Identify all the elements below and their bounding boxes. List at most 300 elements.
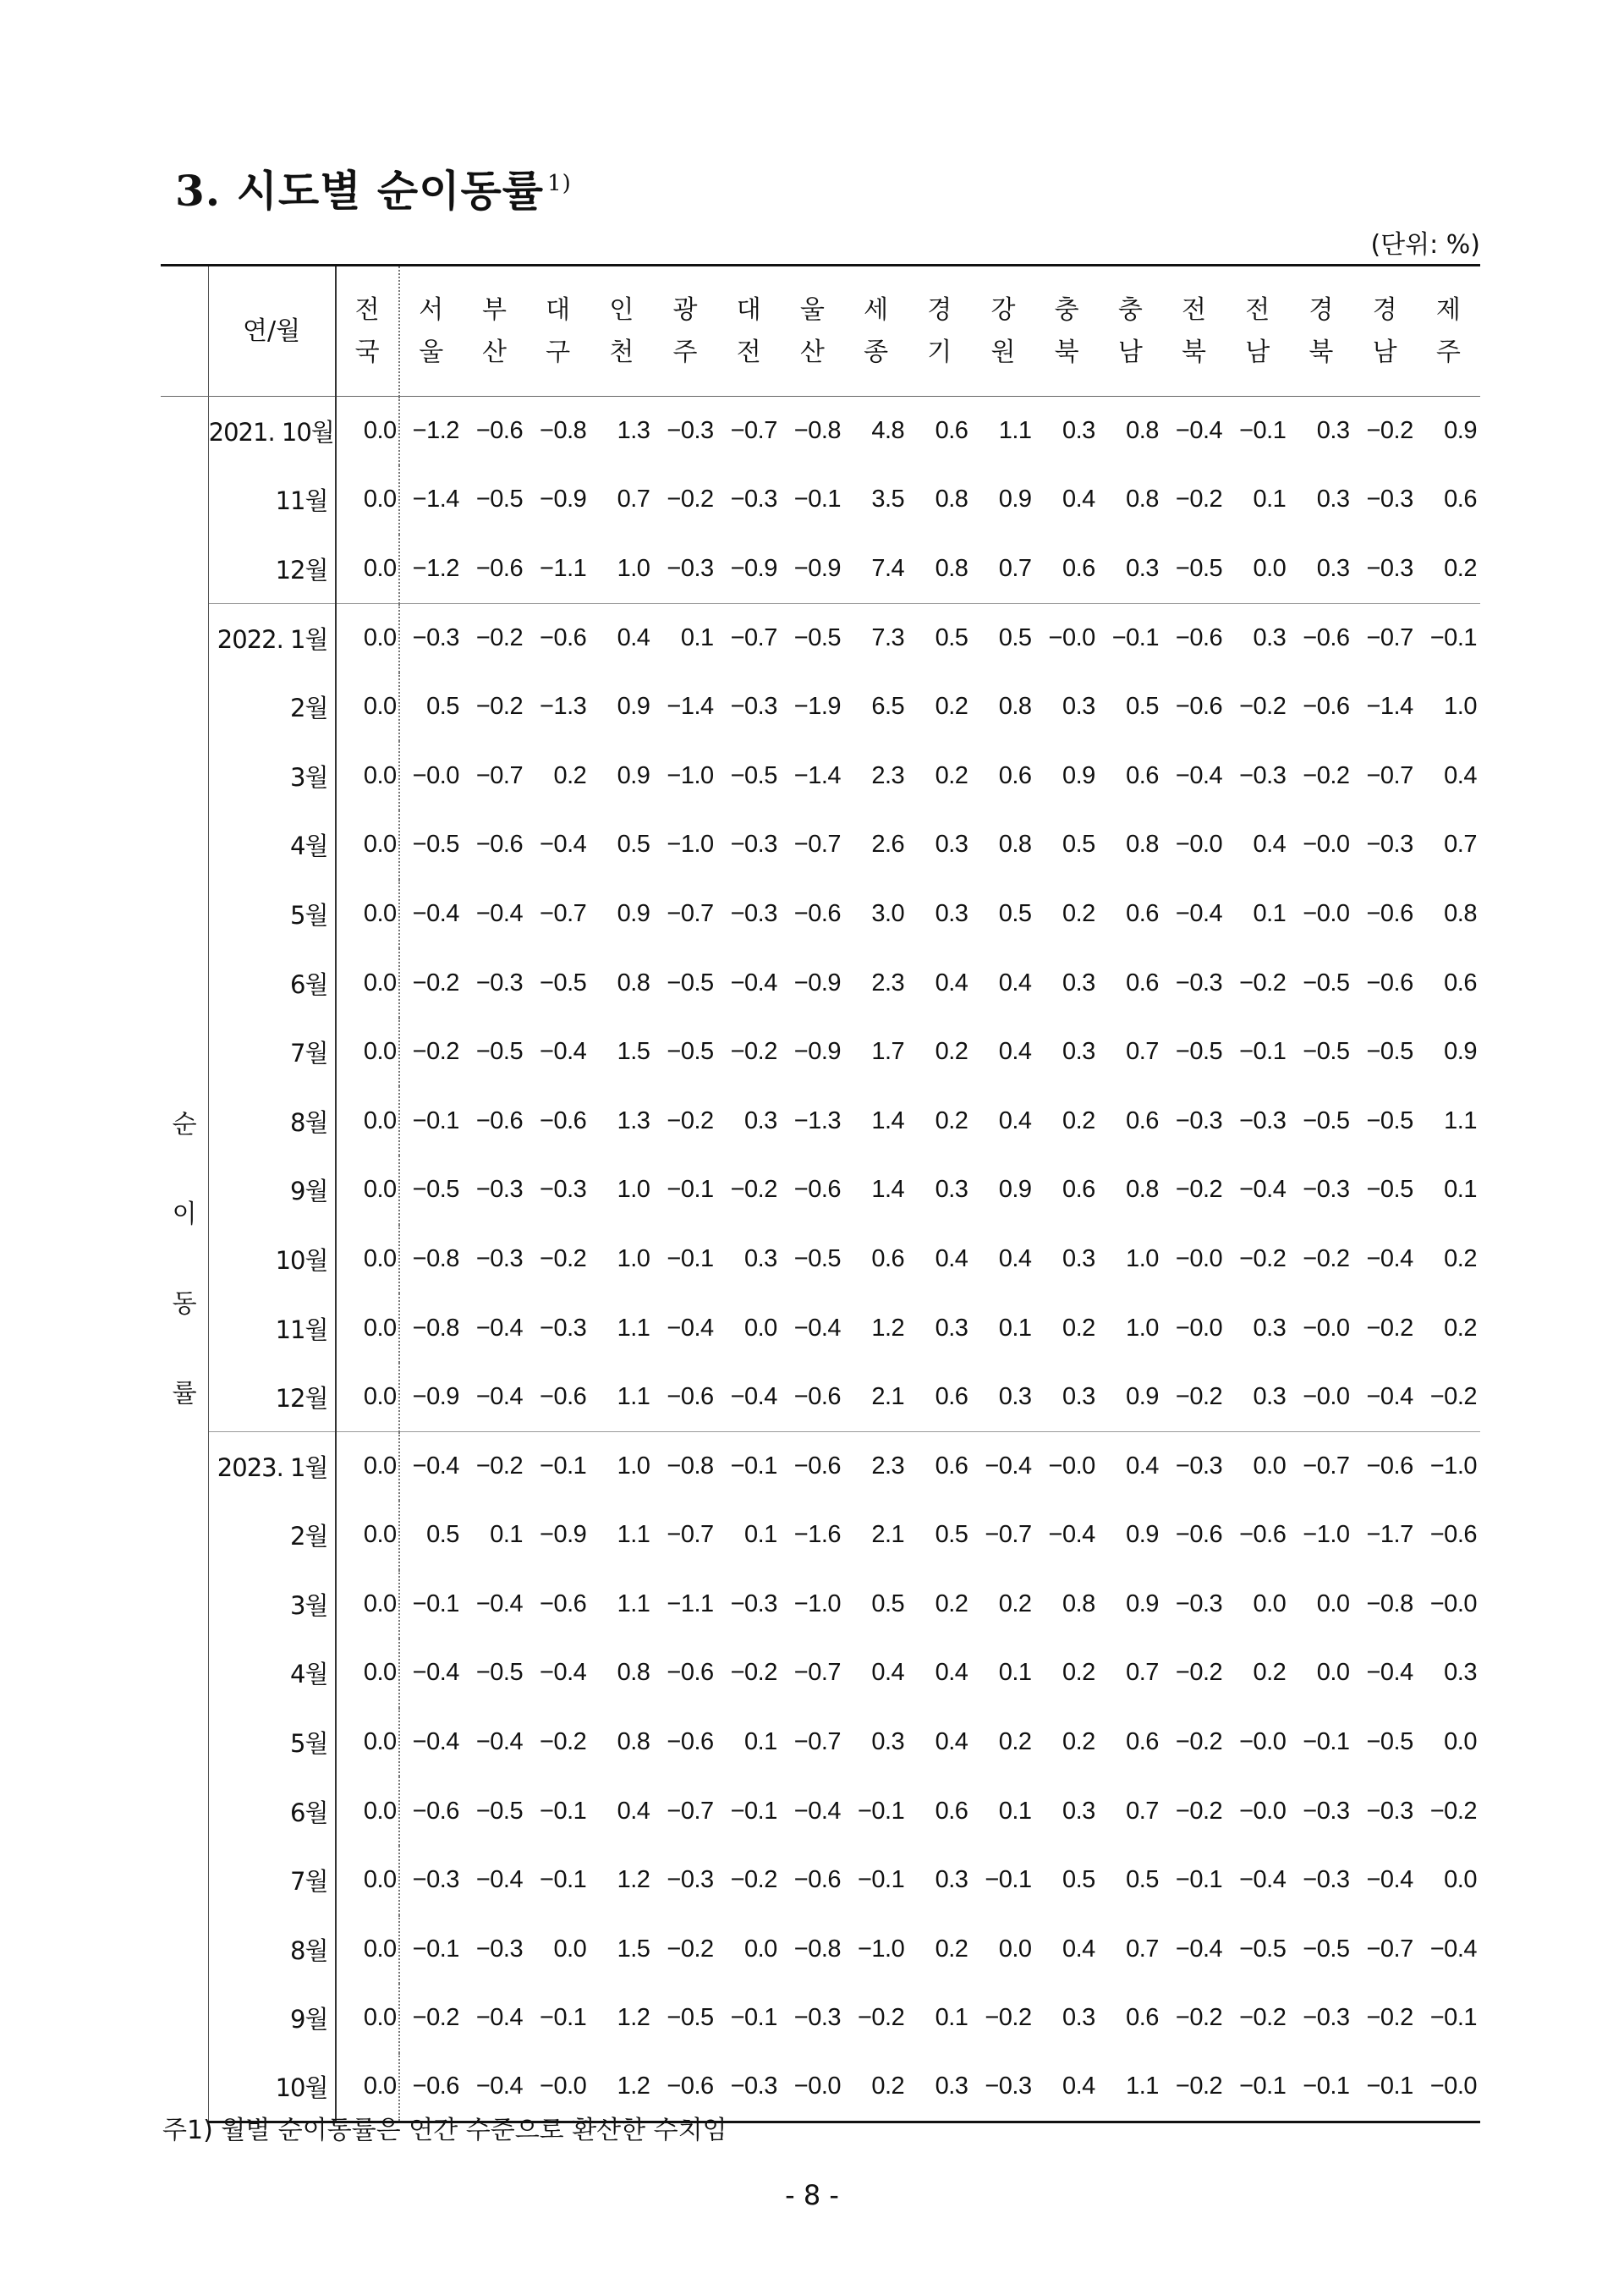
- value-cell: −0.1: [412, 1935, 459, 1963]
- header-region-5: [653, 266, 716, 397]
- value-cell: 0.0: [336, 1501, 399, 1570]
- value-cell: −0.5: [412, 1176, 459, 1204]
- value-cell: 6.5: [871, 693, 905, 721]
- value-cell: −0.4: [540, 831, 587, 859]
- value-cell: −0.2: [1429, 1382, 1477, 1410]
- value-cell: −0.2: [1175, 2004, 1223, 2032]
- value-cell: −0.7: [730, 417, 777, 445]
- value-cell: 0.9: [1444, 1038, 1477, 1066]
- value-cell: −0.4: [971, 1431, 1034, 1501]
- value-cell: −0.1: [1353, 2053, 1417, 2122]
- value-cell: 1.1: [1099, 2053, 1162, 2122]
- value-cell: 0.6: [908, 1431, 971, 1501]
- value-cell: −0.2: [1175, 486, 1223, 513]
- value-cell: −0.0: [1035, 603, 1099, 673]
- value-cell: −0.6: [475, 554, 524, 582]
- value-cell: −0.0: [412, 761, 459, 789]
- value-cell: −0.7: [667, 899, 714, 927]
- value-cell: 0.6: [935, 1797, 968, 1825]
- row-date: 7월: [208, 1018, 335, 1087]
- value-cell: 2.3: [871, 761, 905, 789]
- value-cell: 1.2: [617, 1866, 650, 1894]
- table-row: [161, 1363, 1480, 1432]
- value-cell: 0.0: [336, 535, 399, 604]
- value-cell: 1.1: [1444, 1106, 1477, 1134]
- header-region-char: 광: [672, 294, 698, 325]
- value-cell: 0.6: [998, 761, 1032, 789]
- value-cell: −0.0: [1035, 1431, 1099, 1501]
- row-date: 9월: [208, 1984, 335, 2053]
- value-cell: 1.3: [617, 417, 650, 445]
- value-cell: −0.2: [1239, 969, 1287, 997]
- value-cell: −0.3: [1175, 1106, 1223, 1134]
- value-cell: −0.8: [540, 417, 587, 445]
- value-cell: −1.4: [667, 693, 714, 721]
- value-cell: −0.4: [1366, 1382, 1413, 1410]
- value-cell: −0.2: [730, 1038, 777, 1066]
- value-cell: −0.5: [1303, 1935, 1350, 1963]
- header-region-char: 산: [481, 337, 507, 367]
- value-cell: 0.3: [871, 1728, 905, 1756]
- value-cell: −0.6: [475, 417, 524, 445]
- value-cell: −0.2: [1162, 2053, 1226, 2122]
- value-cell: −0.1: [1239, 1038, 1287, 1066]
- value-cell: 0.2: [935, 761, 968, 789]
- value-cell: 1.4: [871, 1176, 905, 1204]
- value-cell: −0.0: [1175, 1244, 1223, 1272]
- value-cell: 1.4: [871, 1106, 905, 1134]
- side-label-char: 동: [172, 1288, 197, 1319]
- value-cell: −0.4: [793, 1314, 842, 1342]
- value-cell: −0.7: [1353, 603, 1417, 673]
- value-cell: −1.2: [412, 417, 459, 445]
- value-cell: −1.6: [793, 1521, 842, 1549]
- value-cell: −0.0: [1417, 2053, 1480, 2122]
- value-cell: −0.6: [1239, 1521, 1287, 1549]
- value-cell: −0.6: [540, 1106, 587, 1134]
- value-cell: 0.0: [336, 1156, 399, 1225]
- header-region-char: 경: [1309, 294, 1334, 325]
- value-cell: −1.1: [667, 1589, 714, 1617]
- value-cell: 0.3: [1062, 2004, 1095, 2032]
- value-cell: 0.8: [617, 1728, 650, 1756]
- value-cell: 1.0: [1126, 1314, 1159, 1342]
- value-cell: 0.2: [935, 1589, 968, 1617]
- value-cell: 0.1: [744, 1728, 777, 1756]
- value-cell: −0.2: [730, 1659, 777, 1687]
- value-cell: 0.4: [1035, 2053, 1099, 2122]
- value-cell: 0.1: [998, 1659, 1032, 1687]
- value-cell: 0.9: [617, 761, 650, 789]
- value-cell: −0.4: [475, 2004, 524, 2032]
- table-row: [161, 1225, 1480, 1294]
- value-cell: 0.3: [1316, 417, 1350, 445]
- value-cell: 0.0: [336, 1431, 399, 1501]
- value-cell: 0.0: [1253, 1589, 1287, 1617]
- value-cell: 0.2: [1444, 554, 1477, 582]
- table-row: [161, 1639, 1480, 1708]
- value-cell: 0.3: [744, 1244, 777, 1272]
- value-cell: −0.1: [667, 1244, 714, 1272]
- row-date: 3월: [208, 1570, 335, 1639]
- value-cell: −0.0: [1303, 1314, 1350, 1342]
- value-cell: 0.2: [935, 693, 968, 721]
- value-cell: −0.2: [412, 1038, 459, 1066]
- row-date: 6월: [208, 948, 335, 1018]
- row-date: 10월: [208, 1225, 335, 1294]
- value-cell: −0.7: [717, 603, 781, 673]
- value-cell: −0.3: [730, 1589, 777, 1617]
- value-cell: −0.3: [717, 2053, 781, 2122]
- header-region-char: 남: [1117, 337, 1143, 367]
- header-region-char: 대: [546, 294, 571, 325]
- value-cell: −0.8: [412, 1244, 459, 1272]
- header-region-char: 세: [864, 294, 889, 325]
- value-cell: 0.0: [336, 1776, 399, 1846]
- value-cell: 0.8: [1126, 1176, 1159, 1204]
- value-cell: −1.0: [793, 1589, 842, 1617]
- value-cell: 0.5: [871, 1589, 905, 1617]
- row-date: 7월: [208, 1846, 335, 1915]
- value-cell: −0.1: [730, 2004, 777, 2032]
- value-cell: 0.9: [1126, 1589, 1159, 1617]
- table-row: [161, 1984, 1480, 2053]
- side-label: [161, 397, 208, 2122]
- value-cell: −0.1: [540, 1866, 587, 1894]
- value-cell: 0.8: [1444, 899, 1477, 927]
- value-cell: 0.4: [617, 1797, 650, 1825]
- value-cell: −0.4: [1429, 1935, 1477, 1963]
- value-cell: −0.1: [412, 1589, 459, 1617]
- value-cell: −0.5: [667, 1038, 714, 1066]
- value-cell: −0.0: [1239, 1797, 1287, 1825]
- value-cell: −0.2: [1303, 1244, 1350, 1272]
- value-cell: 0.3: [1253, 1382, 1287, 1410]
- header-region-char: 산: [799, 337, 825, 367]
- value-cell: 0.3: [1316, 486, 1350, 513]
- value-cell: −0.8: [412, 1314, 459, 1342]
- side-label-char: 순: [172, 1109, 197, 1139]
- value-cell: −0.1: [1303, 1728, 1350, 1756]
- value-cell: −0.3: [1366, 831, 1413, 859]
- row-date: 12월: [208, 535, 335, 604]
- value-cell: −0.3: [399, 603, 463, 673]
- value-cell: 0.3: [1316, 554, 1350, 582]
- value-cell: 0.9: [998, 1176, 1032, 1204]
- row-date: 4월: [208, 1639, 335, 1708]
- side-label-char: 률: [172, 1378, 197, 1408]
- value-cell: 0.9: [1126, 1382, 1159, 1410]
- value-cell: −0.4: [730, 969, 777, 997]
- value-cell: 0.1: [998, 1797, 1032, 1825]
- table-row: [161, 810, 1480, 880]
- header-region-char: 전: [1245, 294, 1270, 325]
- value-cell: −0.5: [781, 603, 844, 673]
- value-cell: −0.4: [475, 899, 524, 927]
- value-cell: −1.3: [540, 693, 587, 721]
- value-cell: −0.5: [1366, 1038, 1413, 1066]
- value-cell: 1.5: [617, 1038, 650, 1066]
- value-cell: 0.7: [1126, 1659, 1159, 1687]
- value-cell: 0.2: [1062, 1106, 1095, 1134]
- value-cell: −0.1: [730, 1797, 777, 1825]
- value-cell: 0.5: [1062, 1866, 1095, 1894]
- table-row: [161, 465, 1480, 535]
- value-cell: 0.2: [998, 1589, 1032, 1617]
- value-cell: 0.8: [1126, 417, 1159, 445]
- value-cell: 0.4: [590, 603, 653, 673]
- value-cell: 0.5: [426, 1521, 459, 1549]
- value-cell: 0.9: [998, 486, 1032, 513]
- value-cell: 1.2: [590, 2053, 653, 2122]
- value-cell: 0.2: [998, 1728, 1032, 1756]
- header-region-char: 인: [609, 294, 634, 325]
- value-cell: −0.2: [1366, 417, 1413, 445]
- header-region-15: [1289, 266, 1352, 397]
- value-cell: −0.6: [793, 899, 842, 927]
- value-cell: −0.7: [1289, 1431, 1352, 1501]
- value-cell: 0.2: [553, 761, 587, 789]
- value-cell: −0.5: [1239, 1935, 1287, 1963]
- value-cell: 0.5: [998, 899, 1032, 927]
- value-cell: −0.0: [1429, 1589, 1477, 1617]
- value-cell: 1.3: [617, 1106, 650, 1134]
- row-date: 8월: [208, 1086, 335, 1156]
- value-cell: −0.3: [540, 1314, 587, 1342]
- value-cell: 0.4: [998, 969, 1032, 997]
- value-cell: −0.4: [730, 1382, 777, 1410]
- value-cell: −0.3: [1303, 1797, 1350, 1825]
- value-cell: −0.5: [1303, 969, 1350, 997]
- value-cell: −0.4: [1048, 1521, 1095, 1549]
- value-cell: 0.1: [998, 1314, 1032, 1342]
- value-cell: 0.3: [935, 1314, 968, 1342]
- value-cell: −0.3: [1303, 1176, 1350, 1204]
- value-cell: −0.1: [667, 1176, 714, 1204]
- value-cell: 0.5: [617, 831, 650, 859]
- value-cell: −0.3: [1162, 1431, 1226, 1501]
- value-cell: −0.5: [1366, 1728, 1413, 1756]
- value-cell: 0.7: [1444, 831, 1477, 859]
- value-cell: −0.6: [667, 1728, 714, 1756]
- table-row: [161, 1846, 1480, 1915]
- value-cell: −0.2: [667, 1935, 714, 1963]
- value-cell: −0.4: [412, 899, 459, 927]
- value-cell: −0.2: [1366, 1314, 1413, 1342]
- value-cell: −0.4: [1239, 1176, 1287, 1204]
- value-cell: 0.8: [935, 554, 968, 582]
- value-cell: −0.3: [1175, 969, 1223, 997]
- table-row: [161, 1018, 1480, 1087]
- value-cell: 0.0: [336, 1018, 399, 1087]
- value-cell: 7.4: [871, 554, 905, 582]
- value-cell: 0.0: [336, 1293, 399, 1363]
- row-date: 2023. 1월: [208, 1431, 335, 1501]
- value-cell: −0.9: [730, 554, 777, 582]
- value-cell: 0.7: [1126, 1038, 1159, 1066]
- value-cell: −0.2: [1239, 693, 1287, 721]
- value-cell: 0.0: [336, 1086, 399, 1156]
- row-date: 5월: [208, 1708, 335, 1777]
- value-cell: 0.6: [935, 417, 968, 445]
- value-cell: −0.7: [985, 1521, 1032, 1549]
- value-cell: −0.0: [1303, 899, 1350, 927]
- row-date: 10월: [208, 2053, 335, 2122]
- header-region-char: 전: [736, 337, 761, 367]
- value-cell: −0.0: [1303, 831, 1350, 859]
- title-text: 3. 시도별 순이동률: [175, 166, 545, 216]
- value-cell: 1.1: [998, 417, 1032, 445]
- value-cell: −0.3: [1366, 486, 1413, 513]
- value-cell: −0.4: [1366, 1659, 1413, 1687]
- header-region-char: 북: [1309, 337, 1334, 367]
- value-cell: 0.3: [935, 899, 968, 927]
- value-cell: −0.4: [475, 1728, 524, 1756]
- value-cell: −0.5: [475, 1038, 524, 1066]
- header-region-char: 서: [419, 294, 444, 325]
- row-date: 8월: [208, 1915, 335, 1985]
- value-cell: 0.4: [935, 1728, 968, 1756]
- row-date: 11월: [208, 465, 335, 535]
- value-cell: 0.3: [935, 1866, 968, 1894]
- value-cell: −0.2: [475, 693, 524, 721]
- value-cell: −0.4: [475, 1314, 524, 1342]
- value-cell: −0.4: [463, 2053, 526, 2122]
- value-cell: 0.3: [1062, 969, 1095, 997]
- value-cell: 0.6: [871, 1244, 905, 1272]
- value-cell: −0.9: [793, 554, 842, 582]
- value-cell: −0.7: [1366, 761, 1413, 789]
- value-cell: −0.2: [1366, 2004, 1413, 2032]
- header-region-13: [1162, 266, 1226, 397]
- header-region-char: 부: [481, 294, 507, 325]
- value-cell: 0.0: [336, 1570, 399, 1639]
- header-region-char: 전: [1182, 294, 1207, 325]
- value-cell: 0.8: [1126, 831, 1159, 859]
- value-cell: 7.3: [844, 603, 908, 673]
- value-cell: 0.4: [935, 1659, 968, 1687]
- value-cell: 0.8: [998, 831, 1032, 859]
- value-cell: −0.4: [1239, 1866, 1287, 1894]
- value-cell: 0.5: [908, 603, 971, 673]
- value-cell: 0.1: [1253, 486, 1287, 513]
- value-cell: −0.2: [1239, 2004, 1287, 2032]
- value-cell: 0.3: [908, 2053, 971, 2122]
- header-region-6: [717, 266, 781, 397]
- value-cell: −0.6: [1175, 693, 1223, 721]
- value-cell: 1.1: [617, 1382, 650, 1410]
- header-region-char: 북: [1182, 337, 1207, 367]
- value-cell: 0.9: [617, 899, 650, 927]
- value-cell: 0.5: [1126, 1866, 1159, 1894]
- value-cell: 0.0: [336, 1639, 399, 1708]
- header-region-10: [971, 266, 1034, 397]
- header-region-11: [1035, 266, 1099, 397]
- value-cell: 0.6: [1126, 1728, 1159, 1756]
- value-cell: −0.6: [793, 1382, 842, 1410]
- header-region-char: 경: [927, 294, 952, 325]
- value-cell: 0.2: [935, 1106, 968, 1134]
- value-cell: −0.7: [475, 761, 524, 789]
- value-cell: 1.0: [617, 1244, 650, 1272]
- value-cell: −0.0: [1175, 1314, 1223, 1342]
- value-cell: −0.1: [1429, 2004, 1477, 2032]
- value-cell: −0.3: [1175, 1589, 1223, 1617]
- table-row: [161, 948, 1480, 1018]
- value-cell: −0.1: [985, 1866, 1032, 1894]
- value-cell: 0.2: [935, 1038, 968, 1066]
- value-cell: −0.2: [463, 1431, 526, 1501]
- value-cell: −0.6: [526, 603, 590, 673]
- value-cell: −0.4: [475, 1382, 524, 1410]
- value-cell: 0.9: [1126, 1521, 1159, 1549]
- value-cell: −0.5: [1366, 1176, 1413, 1204]
- value-cell: −0.9: [793, 1038, 842, 1066]
- header-region-14: [1226, 266, 1289, 397]
- value-cell: −0.8: [793, 417, 842, 445]
- value-cell: 0.3: [1253, 1314, 1287, 1342]
- value-cell: −0.4: [399, 1431, 463, 1501]
- table-row: [161, 1293, 1480, 1363]
- value-cell: 0.1: [490, 1521, 524, 1549]
- value-cell: 0.5: [935, 1521, 968, 1549]
- value-cell: 0.3: [1062, 417, 1095, 445]
- value-cell: −0.2: [1175, 1728, 1223, 1756]
- value-cell: −0.4: [540, 1038, 587, 1066]
- value-cell: −0.4: [793, 1797, 842, 1825]
- value-cell: −0.3: [475, 1176, 524, 1204]
- value-cell: −0.6: [540, 1589, 587, 1617]
- value-cell: −0.3: [793, 2004, 842, 2032]
- side-label-char: 이: [172, 1199, 197, 1229]
- value-cell: −0.3: [475, 1935, 524, 1963]
- value-cell: −0.3: [730, 486, 777, 513]
- value-cell: −0.4: [412, 1728, 459, 1756]
- value-cell: 0.8: [998, 693, 1032, 721]
- value-cell: 1.0: [590, 1431, 653, 1501]
- table-body: [161, 397, 1480, 2122]
- row-date: 2021. 10월: [208, 397, 335, 466]
- table-header-row: [161, 266, 1480, 397]
- value-cell: 0.4: [935, 1244, 968, 1272]
- value-cell: −0.3: [1366, 1797, 1413, 1825]
- value-cell: 0.7: [998, 554, 1032, 582]
- value-cell: −0.4: [1366, 1244, 1413, 1272]
- header-region-char: 주: [1435, 337, 1461, 367]
- value-cell: −0.6: [653, 2053, 716, 2122]
- value-cell: −0.7: [793, 1659, 842, 1687]
- header-blank-cell: [161, 266, 208, 397]
- value-cell: 0.3: [1062, 1382, 1095, 1410]
- row-date: 2월: [208, 673, 335, 742]
- table-row: [161, 880, 1480, 949]
- value-cell: −0.5: [475, 1659, 524, 1687]
- value-cell: −0.2: [1303, 761, 1350, 789]
- value-cell: 0.9: [1444, 417, 1477, 445]
- value-cell: 0.6: [1126, 2004, 1159, 2032]
- value-cell: 1.1: [617, 1589, 650, 1617]
- value-cell: 0.0: [1316, 1589, 1350, 1617]
- value-cell: −0.6: [793, 1176, 842, 1204]
- header-region-char: 남: [1245, 337, 1270, 367]
- value-cell: −0.6: [1429, 1521, 1477, 1549]
- value-cell: 0.0: [336, 465, 399, 535]
- value-cell: 0.3: [935, 831, 968, 859]
- value-cell: 0.4: [998, 1106, 1032, 1134]
- header-region-3: [526, 266, 590, 397]
- value-cell: −1.7: [1366, 1521, 1413, 1549]
- value-cell: 4.8: [871, 417, 905, 445]
